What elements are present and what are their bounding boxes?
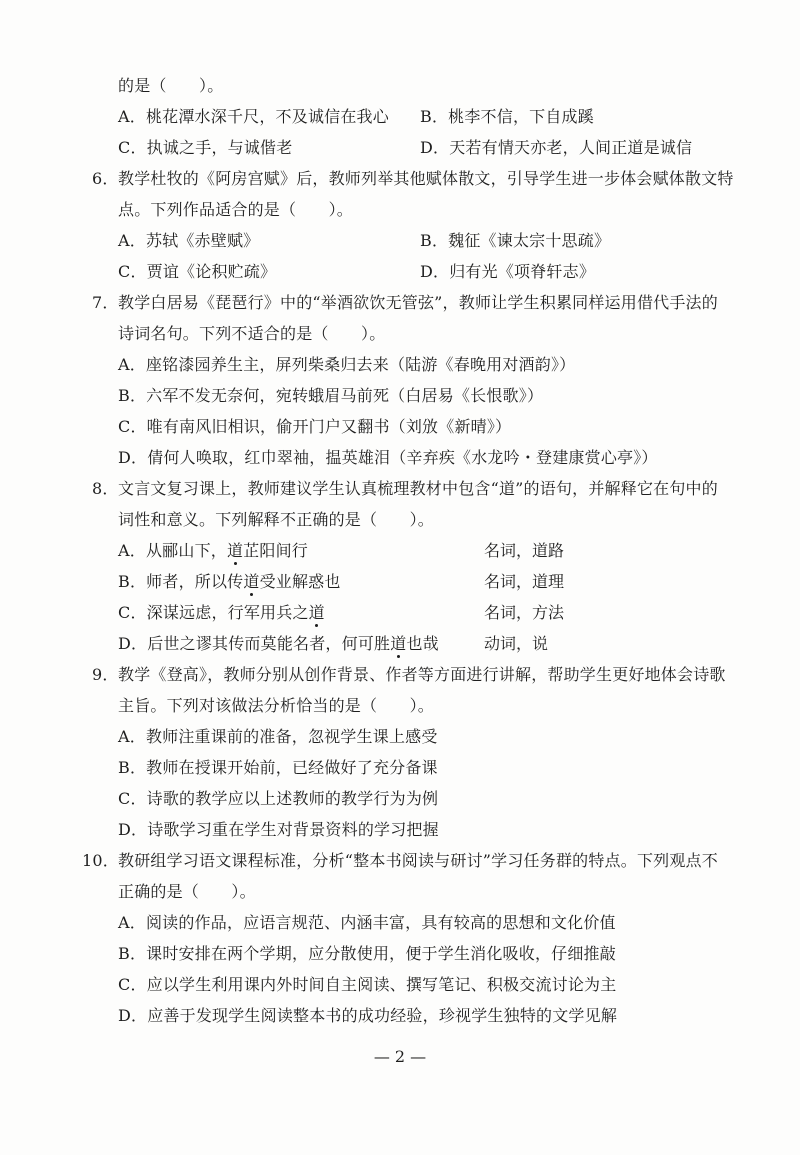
q6-stem-line2: 点。下列作品适合的是（ ）。 [118,200,354,219]
q9-option-d: D．诗歌学习重在学生对背景资料的学习把握 [118,820,439,839]
q8-option-d-gloss: 动词，说 [484,634,549,653]
option-text-before: 从郦山下， [145,541,227,560]
option-letter: C． [118,603,147,622]
q9-stem-line1: 教学《登高》，教师分别从创作背景、作者等方面进行讲解，帮助学生更好地体会诗歌 [118,665,726,684]
q10-option-b: B．课时安排在两个学期，应分散使用，便于学生消化吸收，仔细推敲 [118,944,616,963]
q7-stem-line1: 教学白居易《琵琶行》中的“举酒欲饮无管弦”，教师让学生积累同样运用借代手法的 [118,293,718,312]
q7-option-b: B．六军不发无奈何，宛转蛾眉马前死（白居易《长恨歌》） [118,386,544,405]
q6-option-a: A．苏轼《赤壁赋》 [118,231,260,250]
q7-stem-line2: 诗词名句。下列不适合的是（ ）。 [118,324,386,343]
q5-option-c: C．执诚之手，与诚偕老 [118,138,293,157]
option-letter: D． [118,634,148,653]
q8-stem-line2: 词性和意义。下列解释不正确的是（ ）。 [118,510,435,529]
emphasis-dot-char: 道 [243,572,260,591]
q9-option-b: B．教师在授课开始前，已经做好了充分备课 [118,758,438,777]
q8-option-a-gloss: 名词，道路 [484,541,565,560]
q6-option-d: D．归有光《项脊轩志》 [420,262,596,281]
emphasis-dot-char: 道 [226,541,244,560]
option-text-before: 后世之谬其传而莫能名者，何可胜 [147,634,391,653]
q10-number: 10． [82,851,119,870]
q10-stem-line1: 教研组学习语文课程标准，分析“整本书阅读与研讨”学习任务群的特点。下列观点不 [118,851,718,870]
page-number: — 2 — [373,1047,427,1066]
option-text-before: 师者，所以传 [146,572,244,591]
q8-option-b-gloss: 名词，道理 [484,572,565,591]
q9-stem-line2: 主旨。下列对该做法分析恰当的是（ ）。 [118,696,435,715]
option-letter: B． [118,572,147,591]
q10-option-a: A．阅读的作品，应语言规范、内涵丰富，具有较高的思想和文化价值 [118,913,616,932]
q7-option-d: D．倩何人唤取，红巾翠袖，揾英雄泪（辛弃疾《水龙吟・登建康赏心亭》） [118,448,658,467]
q5-stem-continuation: 的是（ ）。 [118,76,224,95]
q7-option-a: A．座铭漆园养生主，屏列柴桑归去来（陆游《春晚用对酒韵》） [118,355,576,374]
option-letter: A． [118,541,146,560]
option-text-after: 也哉 [406,634,439,653]
option-text-after: 芷阳间行 [243,541,308,560]
q9-number: 9． [92,665,119,684]
emphasis-dot-char: 道 [308,603,325,622]
q5-option-d: D．天若有情天亦老，人间正道是诚信 [420,138,693,157]
q10-option-d: D．应善于发现学生阅读整本书的成功经验，珍视学生独特的文学见解 [118,1006,618,1025]
q6-stem-line1: 教学杜牧的《阿房宫赋》后，教师列举其他赋体散文，引导学生进一步体会赋体散文特 [118,169,734,188]
q5-option-b: B．桃李不信，下自成蹊 [420,107,594,126]
q9-option-a: A．教师注重课前的准备，忽视学生课上感受 [118,727,438,746]
q6-option-c: C．贾谊《论积贮疏》 [118,262,277,281]
q7-option-c: C．唯有南风旧相识，偷开门户又翻书（刘攽《新晴》） [118,417,512,436]
q9-option-c: C．诗歌的教学应以上述教师的教学行为为例 [118,789,439,808]
q10-stem-line2: 正确的是（ ）。 [118,882,256,901]
q8-option-b [118,572,341,592]
q8-number: 8． [92,479,119,498]
q5-option-a: A．桃花潭水深千尺，不及诚信在我心 [118,107,389,126]
q8-stem-line1: 文言文复习课上，教师建议学生认真梳理教材中包含“道”的语句，并解释它在句中的 [118,479,718,498]
q8-option-d [118,634,439,654]
q10-option-c: C．应以学生利用课内外时间自主阅读、撰写笔记、积极交流讨论为主 [118,975,617,994]
option-text-before: 深谋远虑，行军用兵之 [146,603,309,622]
option-text-after: 受业解惑也 [259,572,341,591]
q8-option-c-gloss: 名词，方法 [484,603,565,622]
q6-number: 6． [92,169,119,188]
q7-number: 7． [92,293,119,312]
q6-option-b: B．魏征《谏太宗十思疏》 [420,231,611,250]
emphasis-dot-char: 道 [390,634,407,653]
q8-option-c [118,603,325,623]
q8-option-a [118,541,308,561]
